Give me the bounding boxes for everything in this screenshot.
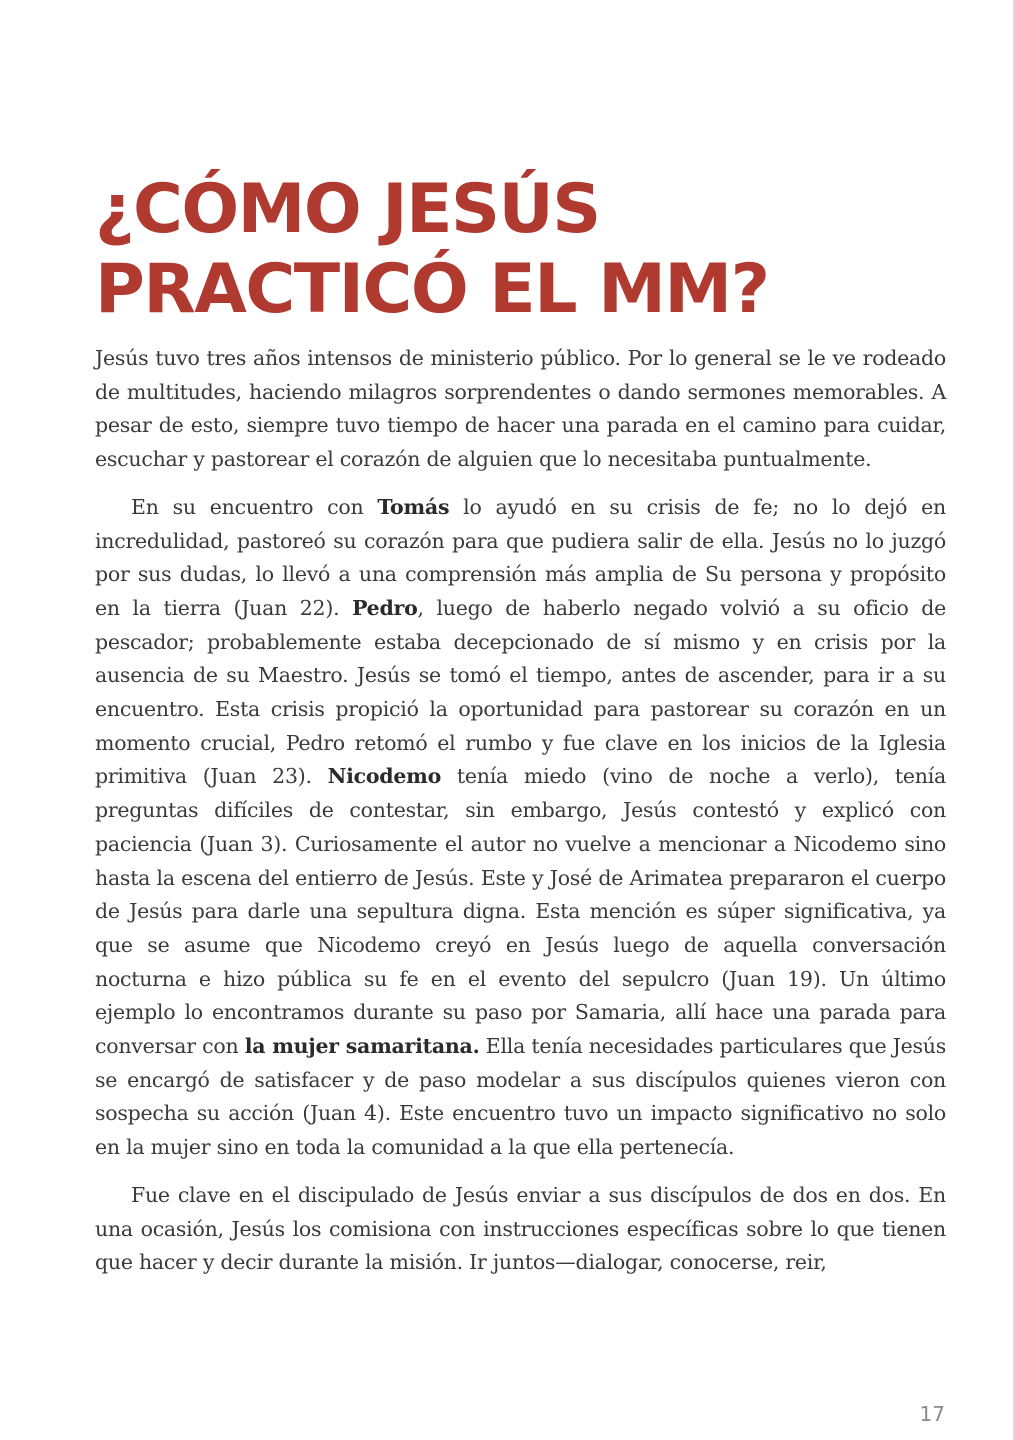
text-segment: tenía miedo (vino de noche a verlo), tenía preguntas difíciles de contestar, sin embargo, Jesús contestó y explicó con paciencia (Juan 3). Curiosamente el autor no vuelve a mencionar a Nicodemo sino hasta la escena del entierro de Jesús. Este y José de Arimatea prepararon el cuerpo de Jesús para darle una sepultura digna. Esta mención es súper significativa, ya que se asume que Nicodemo creyó en Jesús luego de aquella conversación nocturna e hizo pública su fe en el evento del sepulcro (Juan 19). Un último ejemplo lo encontramos durante su paso por Samaria, allí hace una parada para conversar con	[95, 764, 946, 1059]
body-text	[95, 342, 946, 1294]
bold-name-nicodemo: Nicodemo	[327, 764, 442, 789]
page-title-line-1: ¿CÓMO JESÚS	[95, 170, 600, 249]
text-segment: lo ayudó en su crisis de fe; no lo dejó en incredulidad, pastoreó su corazón para que pudiera salir de ella. Jesús no lo juzgó por sus dudas, lo llevó a una comprensión más amplia de Su persona y propósito en la tierra (Juan 22).	[95, 494, 946, 620]
page-title	[95, 170, 945, 330]
bold-name-samaritana: la mujer samaritana.	[244, 1034, 480, 1059]
page-number: 17	[919, 1402, 945, 1426]
text-segment: En su encuentro con	[131, 494, 378, 519]
page-title-line-2: PRACTICÓ EL MM?	[95, 250, 769, 329]
text-segment: , luego de haberlo negado volvió a su oficio de pescador; probablemente estaba decepcionado de sí mismo y en crisis por la ausencia de su Maestro. Jesús se tomó el tiempo, antes de ascender, para ir a su encuentro. Esta crisis propició la oportunidad para pastorear su corazón en un momento crucial, Pedro retomó el rumbo y fue clave en los inicios de la Iglesia primitiva (Juan 23).	[95, 595, 946, 789]
bold-name-pedro: Pedro	[352, 595, 418, 620]
text-segment: Ella tenía necesidades particulares que Jesús se encargó de satisfacer y de paso modelar a sus discípulos quienes vieron con sospecha su acción (Juan 4). Este encuentro tuvo un impacto significativo no solo en la mujer sino en toda la comunidad a la que ella pertenecía.	[95, 1034, 946, 1160]
bold-name-tomas: Tomás	[377, 494, 450, 519]
paragraph-encounters	[95, 491, 946, 1165]
paragraph-intro: Jesús tuvo tres años intensos de ministerio público. Por lo general se le ve rodeado de multitudes, haciendo milagros sorprendentes o dando sermones memorables. A pesar de esto, siempre tuvo tiempo de hacer una parada en el camino para cuidar, escuchar y pastorear el corazón de alguien que lo necesitaba puntualmente.	[95, 346, 946, 472]
paragraph-discipleship: Fue clave en el discipulado de Jesús enviar a sus discípulos de dos en dos. En una ocasión, Jesús los comisiona con instrucciones específicas sobre lo que tienen que hacer y decir durante la misión. Ir juntos—dialogar, conocerse, reir,	[95, 1182, 946, 1275]
